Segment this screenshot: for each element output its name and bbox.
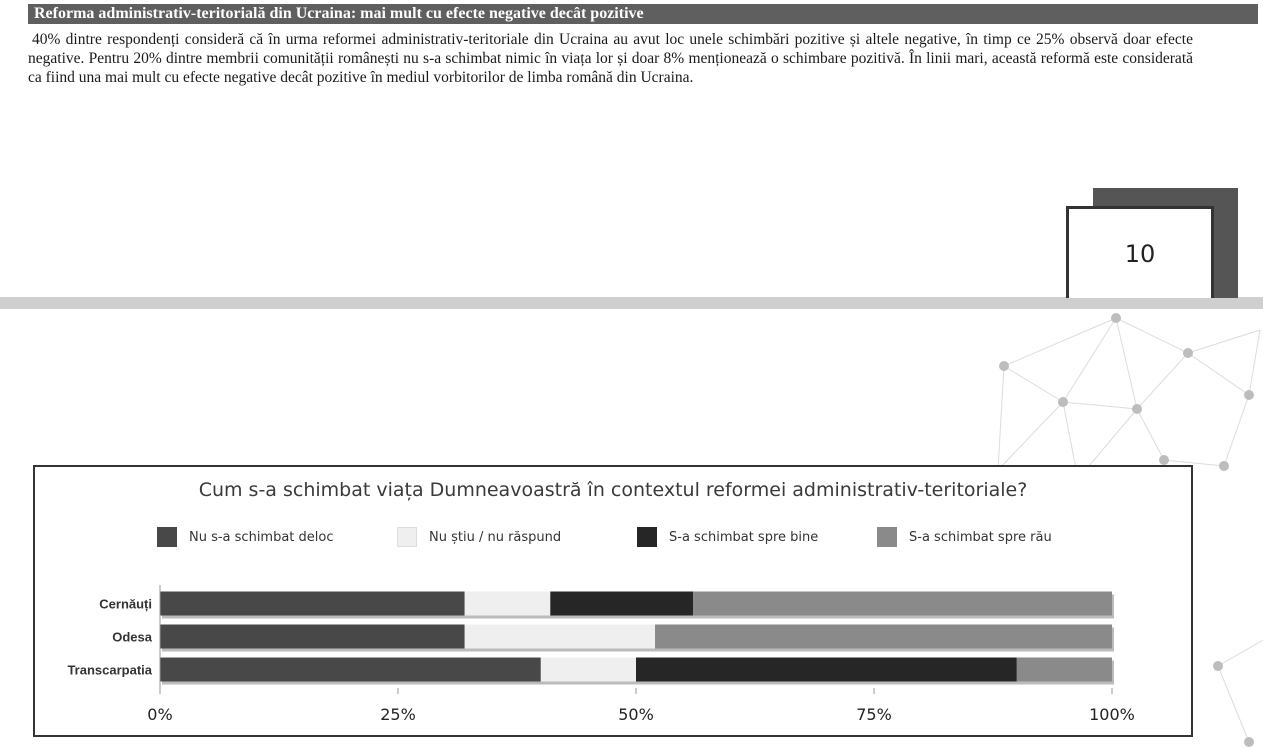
category-label: Cernăuți	[99, 596, 152, 612]
bar-segment	[541, 658, 636, 682]
legend-label: Nu știu / nu răspund	[429, 529, 562, 545]
category-label: Transcarpatia	[67, 662, 152, 678]
category-label: Odesa	[112, 629, 152, 645]
x-tick-label: 0%	[147, 705, 173, 724]
bar-segment	[160, 658, 541, 682]
legend-label: Nu s-a schimbat deloc	[189, 529, 334, 545]
x-tick-label: 50%	[618, 705, 654, 724]
bar-segment	[160, 625, 465, 649]
bar-segment	[160, 592, 465, 616]
page-divider-band	[0, 297, 1263, 309]
bar-segment	[465, 625, 655, 649]
x-tick-label: 100%	[1089, 705, 1135, 724]
bar-segment	[636, 658, 1017, 682]
bar-segment	[655, 625, 1112, 649]
page-number: 10	[1066, 206, 1214, 298]
chart-title: Cum s-a schimbat viața Dumneavoastră în contextul reformei administrativ-teritoriale?	[198, 479, 1028, 501]
x-tick-label: 25%	[380, 705, 416, 724]
intro-paragraph: 40% dintre respondenți consideră că în urma reformei administrativ-teritoriale din Ucraina au avut loc unele schimbări pozitive și altele negative, în timp ce 25% observă doar efecte negative. Pentru 20% dintre membrii comunității românești nu s-a schimbat nimic în viața lor și doar 8% menționează o schimbare pozitivă. În linii mari, această reformă este considerată ca fiind una mai mult cu efecte negative decât pozitive în mediul vorbitorilor de limba română din Ucraina.	[28, 31, 1193, 86]
bar-segment	[693, 592, 1112, 616]
bar-segment	[465, 592, 551, 616]
bar-chart	[35, 467, 1191, 735]
bar-segment	[550, 592, 693, 616]
x-tick-label: 75%	[856, 705, 892, 724]
legend-label: S-a schimbat spre rău	[909, 529, 1052, 545]
section-heading: Reforma administrativ-teritorială din Ucraina: mai mult cu efecte negative decât pozitive	[28, 4, 1258, 24]
legend-label: S-a schimbat spre bine	[669, 529, 819, 545]
bar-segment	[1017, 658, 1112, 682]
chart-container	[33, 465, 1193, 737]
